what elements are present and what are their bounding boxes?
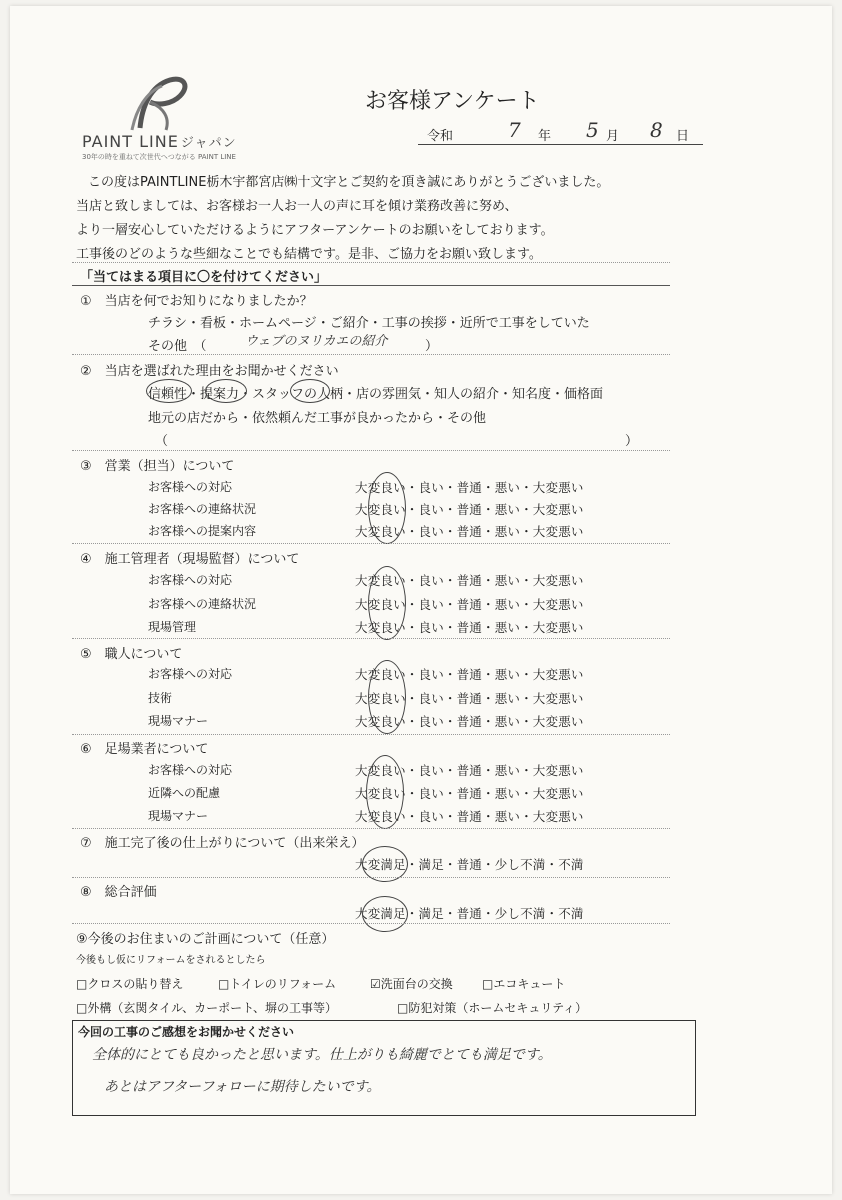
q8-circle-very-satisfied bbox=[362, 896, 408, 932]
q4-item-3: 現場管理 bbox=[148, 620, 197, 634]
q9-title: ⑨今後のお住まいのご計画について（任意） bbox=[76, 932, 335, 947]
q5-item-3: 現場マナー bbox=[148, 714, 209, 728]
q6-title: ⑥ 足場業者について bbox=[80, 742, 209, 757]
q8-title: ⑧ 総合評価 bbox=[80, 885, 157, 900]
q4-title: ④ 施工管理者（現場監督）について bbox=[80, 552, 300, 567]
date-era: 令和 bbox=[427, 129, 454, 144]
q6-circle-very-good bbox=[366, 755, 404, 829]
logo-brand-jp: ジャパン bbox=[180, 136, 237, 151]
q7-rating: 大変満足・満足・普通・少し不満・不満 bbox=[355, 857, 584, 872]
q2-options-2: 地元の店だから・依然頼んだ工事が良かったから・その他 bbox=[148, 411, 487, 426]
q5-rating-2: 大変良い・良い・普通・悪い・大変悪い bbox=[355, 691, 584, 706]
q1-other-answer: ウェブのヌリカエの紹介 bbox=[245, 334, 388, 349]
q3-item-1: お客様への対応 bbox=[148, 480, 233, 494]
q1-options: チラシ・看板・ホームページ・ご紹介・工事の挨拶・近所で工事をしていた bbox=[148, 316, 590, 331]
q6-rating-3: 大変良い・良い・普通・悪い・大変悪い bbox=[355, 809, 584, 824]
q9-option-ecocute: □エコキュート bbox=[482, 977, 566, 991]
q3-rating-2: 大変良い・良い・普通・悪い・大変悪い bbox=[355, 502, 584, 517]
date-year: 7 bbox=[508, 118, 521, 142]
q4-rating-3: 大変良い・良い・普通・悪い・大変悪い bbox=[355, 620, 584, 635]
intro-line-4: 工事後のどのような些細なことでも結構です。是非、ご協力をお願い致します。 bbox=[76, 247, 542, 262]
q3-rating-1: 大変良い・良い・普通・悪い・大変悪い bbox=[355, 480, 584, 495]
q5-item-2: 技術 bbox=[148, 691, 173, 705]
q3-rating-3: 大変良い・良い・普通・悪い・大変悪い bbox=[355, 524, 584, 539]
q2-title: ② 当店を選ばれた理由をお聞かせください bbox=[80, 364, 339, 379]
impressions-line-1: 全体的にとても良かったと思います。仕上がりも綺麗でとても満足です。 bbox=[92, 1047, 552, 1063]
q6-rating-2: 大変良い・良い・普通・悪い・大変悪い bbox=[355, 786, 584, 801]
q9-option-security: □防犯対策（ホームセキュリティ） bbox=[397, 1001, 588, 1015]
q9-option-toilet: □トイレのリフォーム bbox=[218, 977, 337, 991]
q1-other-label: その他 （ bbox=[148, 339, 207, 354]
instruction: 「当てはまる項目に〇を付けてください」 bbox=[80, 270, 328, 285]
date-month: 5 bbox=[586, 118, 599, 142]
q7-title: ⑦ 施工完了後の仕上がりについて（出来栄え） bbox=[80, 836, 365, 851]
q9-option-washbasin: ☑洗面台の交換 bbox=[370, 977, 453, 991]
q9-option-cloth: □クロスの貼り替え bbox=[76, 977, 184, 991]
q6-item-1: お客様への対応 bbox=[148, 763, 233, 777]
paint-line-logo-icon bbox=[120, 72, 192, 134]
q4-rating-1: 大変良い・良い・普通・悪い・大変悪い bbox=[355, 573, 584, 588]
q6-rating-1: 大変良い・良い・普通・悪い・大変悪い bbox=[355, 763, 584, 778]
impressions-title: 今回の工事のご感想をお聞かせください bbox=[78, 1025, 295, 1039]
date-day: 8 bbox=[650, 118, 663, 142]
q5-circle-very-good bbox=[368, 660, 406, 734]
q2-circle-proposal bbox=[205, 379, 247, 403]
date-day-unit: 日 bbox=[676, 129, 690, 144]
q2-options-1: 信頼性・提案力・スタッフの人柄・店の雰囲気・知人の紹介・知名度・価格面 bbox=[148, 387, 604, 402]
q1-other-close: ） bbox=[425, 339, 439, 354]
q3-circle-very-good bbox=[368, 472, 406, 544]
q3-title: ③ 営業（担当）について bbox=[80, 459, 235, 474]
q2-circle-trust bbox=[146, 379, 192, 403]
intro-line-2: 当店と致しましては、お客様お一人お一人の声に耳を傾け業務改善に努め、 bbox=[76, 199, 518, 214]
date-underline bbox=[418, 144, 703, 145]
intro-line-1: この度はPAINTLINE栃木宇都宮店㈱十文字とご契約を頂き誠にありがとうございました。 bbox=[88, 175, 610, 190]
q5-item-1: お客様への対応 bbox=[148, 667, 233, 681]
page-title: お客様アンケート bbox=[365, 89, 540, 114]
logo-brand: PAINT LINE bbox=[82, 132, 179, 151]
q5-rating-3: 大変良い・良い・普通・悪い・大変悪い bbox=[355, 714, 584, 729]
q3-item-2: お客様への連絡状況 bbox=[148, 502, 257, 516]
q9-option-exterior: □外構（玄関タイル、カーポート、塀の工事等） bbox=[76, 1001, 338, 1015]
intro-line-3: より一層安心していただけるようにアフターアンケートのお願いをしております。 bbox=[76, 223, 554, 238]
q2-circle-staff bbox=[290, 379, 330, 403]
q1-title: ① 当店を何でお知りになりましたか？ bbox=[80, 294, 313, 309]
q2-paren-open: （ bbox=[155, 434, 169, 449]
q6-item-2: 近隣への配慮 bbox=[148, 786, 221, 800]
date-year-unit: 年 bbox=[538, 129, 552, 144]
q6-item-3: 現場マナー bbox=[148, 809, 209, 823]
q3-item-3: お客様への提案内容 bbox=[148, 524, 257, 538]
q4-item-1: お客様への対応 bbox=[148, 573, 233, 587]
q5-title: ⑤ 職人について bbox=[80, 647, 183, 662]
q8-rating: 大変満足・満足・普通・少し不満・不満 bbox=[355, 906, 584, 921]
q4-item-2: お客様への連絡状況 bbox=[148, 597, 257, 611]
q2-paren-close: ） bbox=[625, 434, 639, 449]
q5-rating-1: 大変良い・良い・普通・悪い・大変悪い bbox=[355, 667, 584, 682]
date-month-unit: 月 bbox=[606, 129, 620, 144]
q4-rating-2: 大変良い・良い・普通・悪い・大変悪い bbox=[355, 597, 584, 612]
impressions-line-2: あとはアフターフォローに期待したいです。 bbox=[104, 1079, 381, 1095]
q4-circle-very-good bbox=[368, 566, 406, 640]
q9-subtitle: 今後もし仮にリフォームをされるとしたら bbox=[76, 955, 266, 966]
logo-tagline: 30年の時を重ねて次世代へつながる PAINT LINE bbox=[82, 153, 236, 161]
